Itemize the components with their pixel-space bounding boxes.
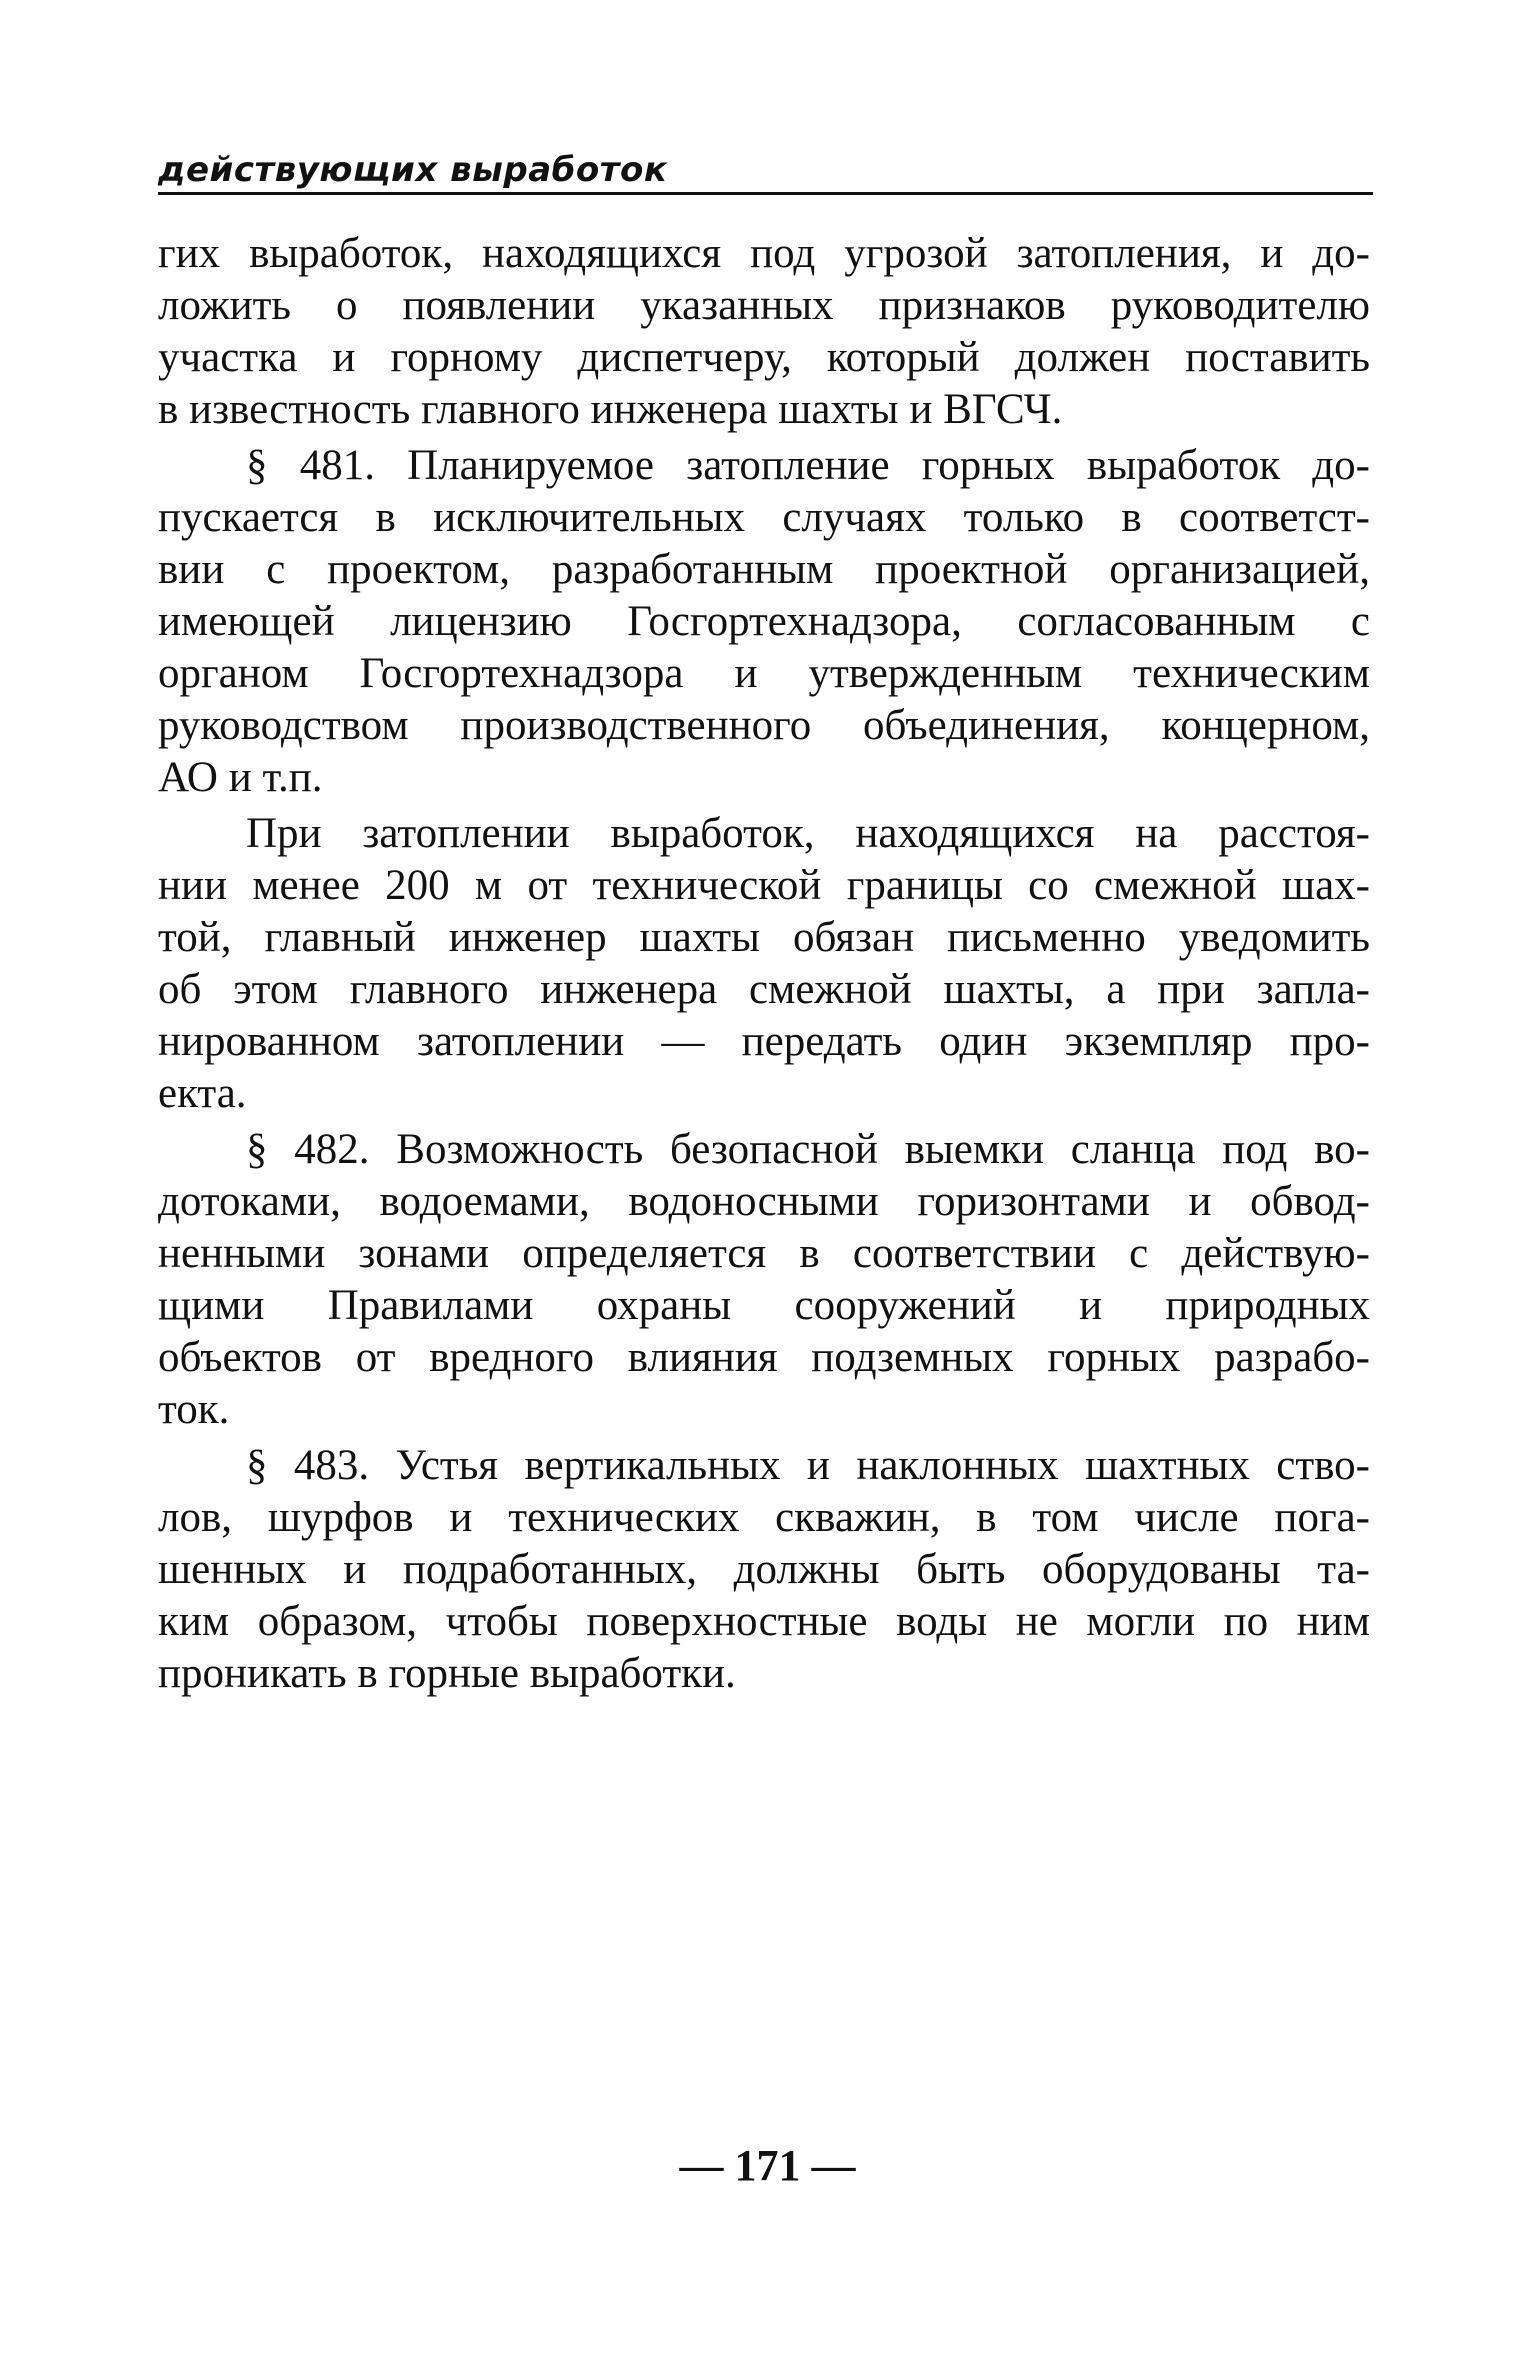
text-line: нированном затоплении — передать один экземпляр про- <box>158 1018 1370 1065</box>
text-line: ким образом, чтобы поверхностные воды не могли по ним <box>158 1598 1370 1645</box>
text-line: При затоплении выработок, находящихся на расстоя- <box>246 810 1370 857</box>
text-line: шенных и подработанных, должны быть оборудованы та- <box>158 1546 1370 1593</box>
text-line: гих выработок, находящихся под угрозой затопления, и до- <box>158 230 1370 277</box>
text-line: об этом главного инженера смежной шахты, а при запла- <box>158 966 1370 1013</box>
text-line: § 483. Устья вертикальных и наклонных шахтных ство- <box>246 1442 1370 1489</box>
text-line: § 482. Возможность безопасной выемки сланца под во- <box>246 1126 1370 1173</box>
text-line: ложить о появлении указанных признаков руководителю <box>158 282 1370 329</box>
text-line: ненными зонами определяется в соответствии с действую- <box>158 1230 1370 1277</box>
text-line: той, главный инженер шахты обязан письменно уведомить <box>158 914 1370 961</box>
text-line: пускается в исключительных случаях только в соответст- <box>158 494 1370 541</box>
text-line: руководством производственного объединения, концерном, <box>158 702 1370 749</box>
text-line: АО и т.п. <box>158 754 323 801</box>
text-line: в известность главного инженера шахты и ВГСЧ. <box>158 386 1063 433</box>
text-line: объектов от вредного влияния подземных горных разрабо- <box>158 1334 1370 1381</box>
text-line: § 481. Планируемое затопление горных выработок до- <box>246 442 1370 489</box>
text-line: дотоками, водоемами, водоносными горизонтами и обвод- <box>158 1178 1370 1225</box>
text-line: участка и горному диспетчеру, который должен поставить <box>158 334 1370 381</box>
text-line: вии с проектом, разработанным проектной организацией, <box>158 546 1370 593</box>
text-line: лов, шурфов и технических скважин, в том числе пога- <box>158 1494 1370 1541</box>
text-line: нии менее 200 м от технической границы со смежной шах- <box>158 862 1370 909</box>
text-line: щими Правилами охраны сооружений и природных <box>158 1282 1370 1329</box>
text-line: ток. <box>158 1386 230 1433</box>
running-title: действующих выработок <box>158 150 668 190</box>
text-line: екта. <box>158 1070 247 1117</box>
text-line: имеющей лицензию Госгортехнадзора, согласованным с <box>158 598 1370 645</box>
text-line: проникать в горные выработки. <box>158 1650 736 1697</box>
text-line: органом Госгортехнадзора и утвержденным техническим <box>158 650 1370 697</box>
page-number: — 171 — <box>679 2141 856 2190</box>
